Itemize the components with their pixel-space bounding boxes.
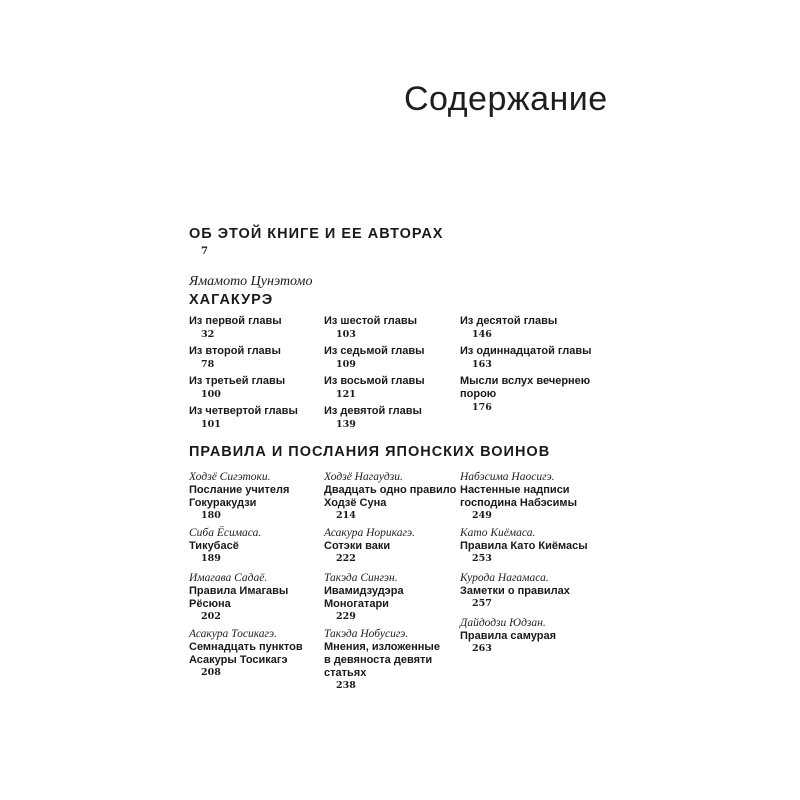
entry-page: 257 [472,598,492,609]
section-rules-heading: ПРАВИЛА И ПОСЛАНИЯ ЯПОНСКИХ ВОИНОВ [189,444,551,460]
entry-page: 100 [201,389,221,400]
page-title: Содержание [404,80,608,118]
toc-entry[interactable] [460,345,596,375]
toc-entry[interactable] [324,405,460,435]
entry-page: 103 [336,329,356,340]
entry-author: Дайдодзи Юдзан. [460,617,546,629]
entry-title: Настенные надписи господина Набэсимы [460,484,577,509]
toc-entry[interactable] [189,571,325,627]
entry-page: 146 [472,329,492,340]
entry-author: Такэда Сингэн. [324,572,398,584]
entry-page: 202 [201,611,221,622]
entry-page: 222 [336,553,356,564]
entry-title: Правила самурая [460,630,557,642]
entry-author: Ходзё Нагаудзи. [324,471,403,483]
toc-entry[interactable] [189,526,325,571]
entry-title: Из четвертой главы [189,405,298,417]
entry-title: Мнения, изложенные в девяноста девяти статьях [324,641,440,679]
entry-title: Правила Имагавы Рёсюна [189,585,289,610]
entry-author: Такэда Нобусигэ. [324,628,409,640]
hagakure-column-3 [460,315,596,414]
entry-page: 32 [201,329,215,340]
toc-entry[interactable] [460,470,596,526]
entry-author: Сиба Ёсимаса. [189,527,262,539]
toc-entry[interactable] [460,526,596,571]
hagakure-column-2 [324,315,460,435]
section-about-page: 7 [201,246,208,257]
entry-title: Из шестой главы [324,315,418,327]
rules-column-1 [189,470,325,679]
entry-page: 229 [336,611,356,622]
toc-entry[interactable] [324,470,460,526]
entry-page: 263 [472,643,492,654]
entry-title: Из десятой главы [460,315,558,327]
entry-title: Двадцать одно правило Ходзё Суна [324,484,457,509]
entry-title: Послание учителя Гокуракудзи [189,484,290,509]
toc-entry[interactable] [460,315,596,345]
toc-entry[interactable] [324,345,460,375]
toc-entry[interactable] [189,405,325,435]
toc-entry[interactable] [189,470,325,526]
entry-page: 253 [472,553,492,564]
entry-title: Мысли вслух вечернею порою [460,375,591,400]
entry-title: Из первой главы [189,315,282,327]
toc-entry[interactable] [324,526,460,571]
entry-page: 176 [472,402,492,413]
entry-page: 78 [201,359,215,370]
hagakure-column-1 [189,315,325,435]
entry-page: 238 [336,680,356,691]
entry-author: Асакура Тосикагэ. [189,628,277,640]
entry-title: Ивамидзудэра Моногатари [324,585,404,610]
entry-title: Из третьей главы [189,375,286,387]
hagakure-author: Ямамото Цунэтомо [189,274,313,289]
toc-entry[interactable] [189,315,325,345]
entry-author: Асакура Норикагэ. [324,527,415,539]
entry-page: 249 [472,510,492,521]
entry-author: Набэсима Наосигэ. [460,471,555,483]
toc-entry[interactable] [189,375,325,405]
section-about-heading: ОБ ЭТОЙ КНИГЕ И ЕЕ АВТОРАХ [189,226,444,242]
toc-entry[interactable] [460,616,596,655]
entry-author: Ходзё Сигэтоки. [189,471,271,483]
entry-title: Из девятой главы [324,405,422,417]
toc-entry[interactable] [324,571,460,627]
entry-title: Из седьмой главы [324,345,425,357]
entry-page: 189 [201,553,221,564]
entry-page: 139 [336,419,356,430]
entry-title: Сотэки ваки [324,540,391,552]
entry-author: Като Киёмаса. [460,527,536,539]
toc-entry[interactable] [189,627,325,679]
entry-author: Курода Нагамаса. [460,572,549,584]
entry-page: 109 [336,359,356,370]
rules-column-3 [460,470,596,655]
rules-column-2 [324,470,460,692]
entry-title: Семнадцать пунктов Асакуры Тосикагэ [189,641,303,666]
entry-title: Из одиннадцатой главы [460,345,592,357]
section-hagakure-heading: ХАГАКУРЭ [189,292,274,308]
entry-page: 163 [472,359,492,370]
entry-page: 101 [201,419,221,430]
entry-page: 214 [336,510,356,521]
entry-title: Правила Като Киёмасы [460,540,588,552]
toc-entry[interactable] [460,571,596,616]
toc-entry[interactable] [460,375,596,414]
entry-title: Тикубасё [189,540,239,552]
entry-page: 208 [201,667,221,678]
entry-page: 180 [201,510,221,521]
entry-title: Из второй главы [189,345,281,357]
toc-entry[interactable] [324,627,460,692]
entry-author: Имагава Садаё. [189,572,268,584]
entry-title: Заметки о правилах [460,585,570,597]
toc-entry[interactable] [324,315,460,345]
entry-page: 121 [336,389,356,400]
toc-entry[interactable] [189,345,325,375]
entry-title: Из восьмой главы [324,375,425,387]
toc-entry[interactable] [324,375,460,405]
